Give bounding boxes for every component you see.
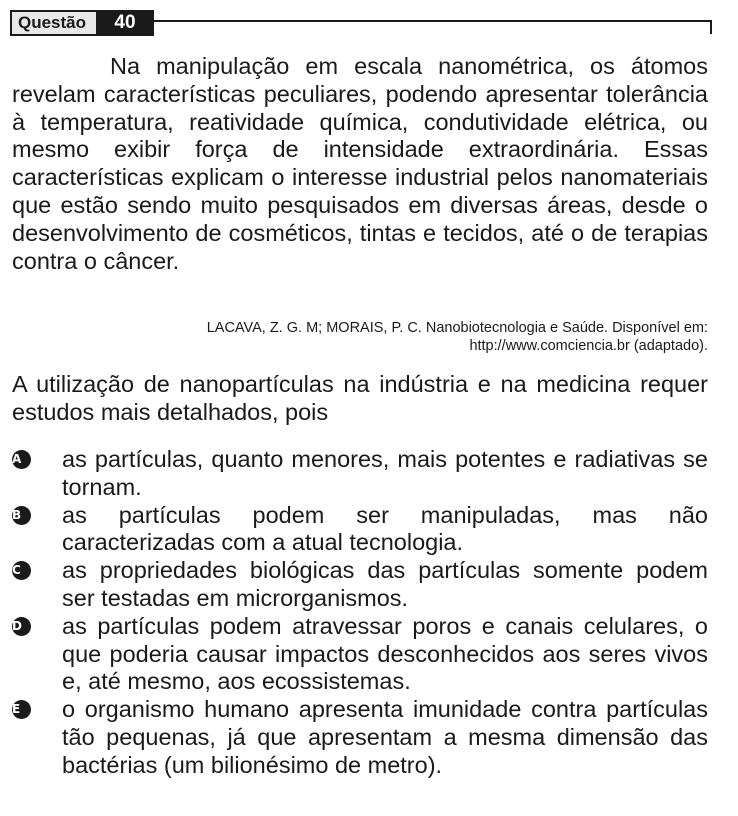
option-c-text: as propriedades biológicas das partículas somente podem ser testadas em microrganismos. — [62, 557, 708, 611]
question-header — [10, 8, 712, 38]
header-rule-end — [710, 20, 712, 34]
passage-paragraph — [12, 53, 708, 275]
option-e[interactable] — [12, 696, 708, 779]
citation-line-2: http://www.comciencia.br (adaptado). — [469, 338, 708, 354]
option-d[interactable] — [12, 613, 708, 696]
option-a-letter[interactable]: A — [12, 450, 31, 469]
passage-text: Na manipulação em escala nanométrica, os átomos revelam características peculiares, podendo apresentar tolerância à temperatura, reatividade química, condutividade elétrica, ou mesmo exibir força de intensidade extraordinária. Essas características explicam o interesse industrial pelos nanomateriais que estão sendo muito pesquisados em diversas áreas, desde o desenvolvimento de cosméticos, tintas e tecidos, até o de terapias contra o câncer. — [12, 53, 708, 274]
header-rule — [154, 20, 712, 22]
option-a[interactable] — [12, 446, 708, 502]
option-e-text: o organismo humano apresenta imunidade contra partículas tão pequenas, já que apresentam a mesma dimensão das bactérias (um bilionésimo de metro). — [62, 696, 708, 778]
option-c[interactable] — [12, 557, 708, 613]
option-b[interactable] — [12, 502, 708, 558]
question-label: Questão — [10, 10, 96, 36]
citation-line-1: LACAVA, Z. G. M; MORAIS, P. C. Nanobiotecnologia e Saúde. Disponível em: — [206, 320, 708, 336]
option-d-text: as partículas podem atravessar poros e canais celulares, o que poderia causar impactos desconhecidos aos seres vivos e, até mesmo, aos ecossistemas. — [62, 612, 708, 695]
option-a-text: as partículas, quanto menores, mais potentes e radiativas se tornam. — [62, 446, 708, 500]
question-stem: A utilização de nanopartículas na indústria e na medicina requer estudos mais detalhados, pois — [12, 371, 708, 425]
citation — [12, 319, 708, 355]
answer-options — [12, 446, 708, 780]
option-d-letter[interactable]: D — [12, 617, 31, 636]
option-b-text: as partículas podem ser manipuladas, mas não caracterizadas com a atual tecnologia. — [62, 501, 708, 556]
option-c-letter[interactable]: C — [12, 561, 31, 580]
option-e-letter[interactable]: E — [12, 700, 31, 719]
option-b-letter[interactable]: B — [12, 506, 31, 525]
question-number: 40 — [96, 10, 154, 36]
